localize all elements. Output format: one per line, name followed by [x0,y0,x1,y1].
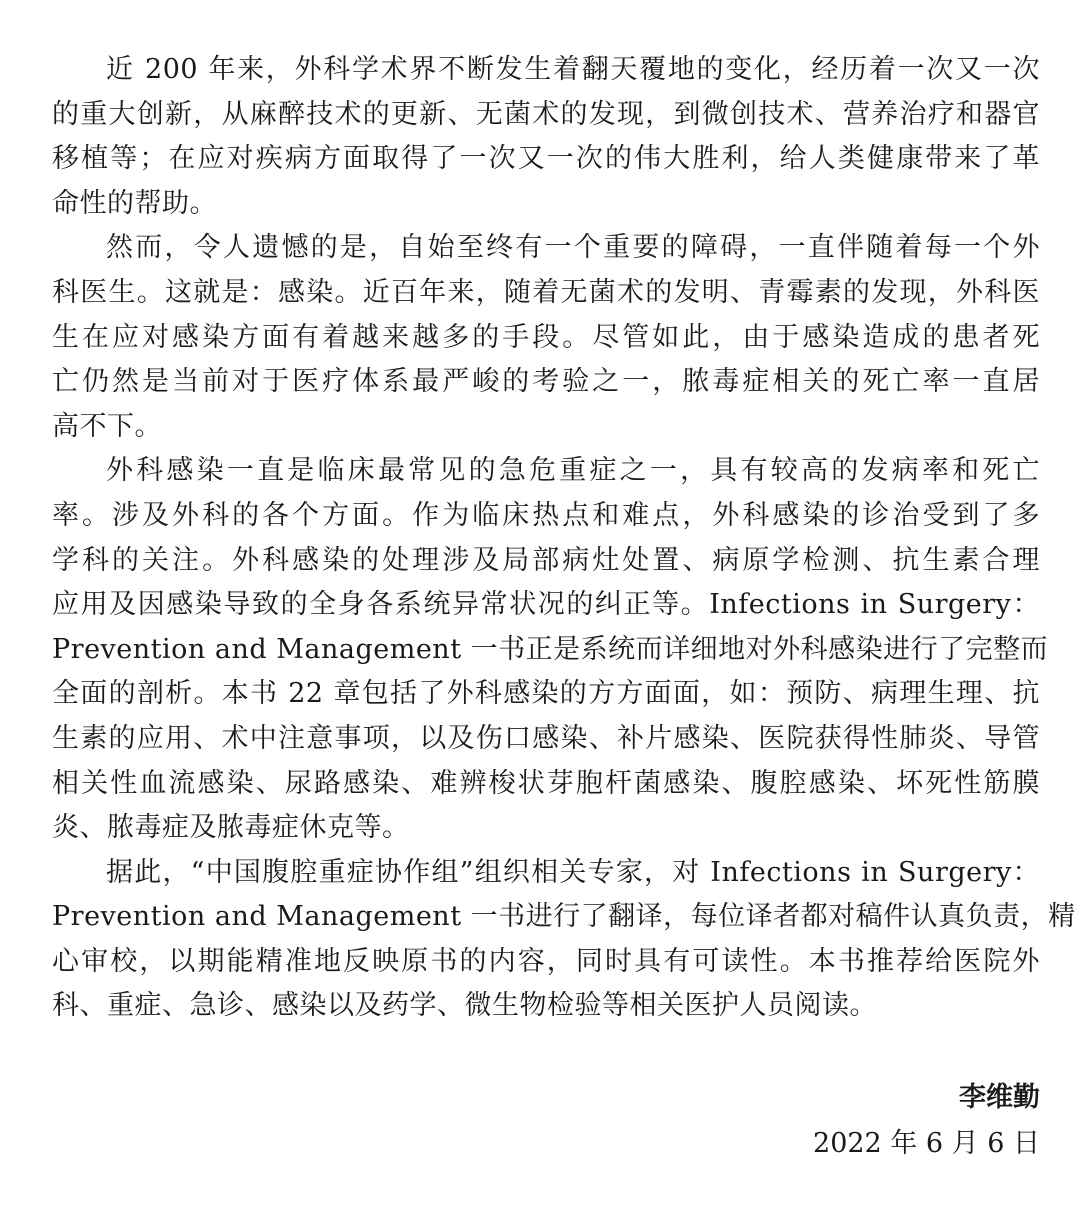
paragraph-line: 生在应对感染方面有着越来越多的手段。尽管如此，由于感染造成的患者死 [52,321,1040,353]
paragraph-line: Prevention and Management 一书进行了翻译，每位译者都对稿件认真负责，精 [52,901,1076,933]
paragraph-line: 据此，“中国腹腔重症协作组”组织相关专家，对 Infections in Surgery： [106,856,1040,888]
paragraph-line: 的重大创新，从麻醉技术的更新、无菌术的发现，到微创技术、营养治疗和器官 [52,98,1040,130]
paragraph-line: 相关性血流感染、尿路感染、难辨梭状芽胞杆菌感染、腹腔感染、坏死性筋膜 [52,767,1040,799]
document-body [52,48,1076,1029]
paragraph-line: Prevention and Management 一书正是系统而详细地对外科感染进行了完整而 [52,633,1049,665]
paragraph-line: 应用及因感染导致的全身各系统异常状况的纠正等。Infections in Surgery： [52,589,1040,621]
paragraph-4 [52,851,1076,1029]
paragraph-line: 近 200 年来，外科学术界不断发生着翻天覆地的变化，经历着一次又一次 [106,54,1040,85]
signature-date: 2022 年 6 月 6 日 [813,1128,1040,1159]
author-name: 李维勤 [959,1082,1040,1113]
paragraph-line: 移植等；在应对疾病方面取得了一次又一次的伟大胜利，给人类健康带来了革 [52,143,1040,175]
paragraph-line: 生素的应用、术中注意事项，以及伤口感染、补片感染、医院获得性肺炎、导管 [52,722,1040,754]
paragraph-line: 率。涉及外科的各个方面。作为临床热点和难点，外科感染的诊治受到了多 [52,499,1040,531]
paragraph-3 [52,449,1049,850]
paragraph-line: 命性的帮助。 [52,187,217,219]
paragraph-line: 心审校，以期能精准地反映原书的内容，同时具有可读性。本书推荐给医院外 [52,945,1040,977]
paragraph-line: 然而，令人遗憾的是，自始至终有一个重要的障碍，一直伴随着每一个外 [106,232,1040,264]
paragraph-line: 科、重症、急诊、感染以及药学、微生物检验等相关医护人员阅读。 [52,990,877,1022]
paragraph-line: 学科的关注。外科感染的处理涉及局部病灶处置、病原学检测、抗生素合理 [52,544,1040,576]
paragraph-1 [52,48,1040,226]
paragraph-line: 高不下。 [52,410,162,442]
paragraph-2 [52,226,1040,449]
signature-block [813,1075,1040,1167]
paragraph-line: 炎、脓毒症及脓毒症休克等。 [52,812,410,844]
paragraph-line: 亡仍然是当前对于医疗体系最严峻的考验之一，脓毒症相关的死亡率一直居 [52,366,1040,398]
paragraph-line: 外科感染一直是临床最常见的急危重症之一，具有较高的发病率和死亡 [106,455,1040,487]
paragraph-line: 科医生。这就是：感染。近百年来，随着无菌术的发明、青霉素的发现，外科医 [52,276,1040,308]
paragraph-line: 全面的剖析。本书 22 章包括了外科感染的方方面面，如：预防、病理生理、抗 [52,678,1040,710]
